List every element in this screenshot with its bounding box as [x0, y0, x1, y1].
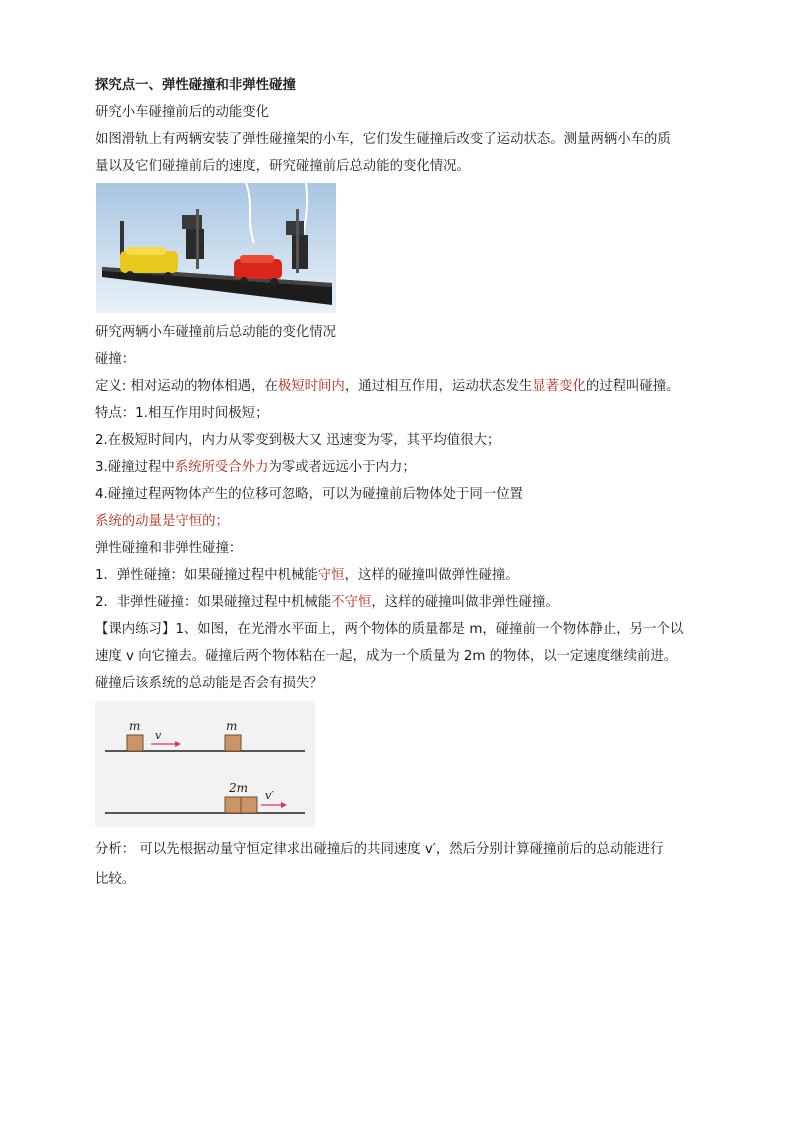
definition-line — [95, 373, 715, 400]
combined-block-a — [225, 797, 241, 813]
elastic-text-a: 1．弹性碰撞：如果碰撞过程中机械能 — [95, 568, 318, 583]
exercise-line-3: 碰撞后该系统的总动能是否会有损失？ — [95, 676, 323, 691]
blocks-diagram — [95, 701, 315, 827]
exercise-line-1: 【课内练习】1、如图，在光滑水平面上，两个物体的质量都是 m，碰撞前一个物体静止，另一个以 — [95, 622, 684, 637]
block-left — [127, 735, 143, 751]
inelastic-highlight: 不守恒 — [331, 595, 372, 610]
block-right — [225, 735, 241, 751]
definition-highlight-significant-change: 显著变化 — [532, 379, 586, 394]
inelastic-text-a: 2．非弹性碰撞：如果碰撞过程中机械能 — [95, 595, 332, 610]
exercise-line-2: 速度 v 向它撞去。碰撞后两个物体粘在一起，成为一个质量为 2m 的物体，以一定速度继续前进。 — [95, 649, 678, 664]
final-velocity-arrowhead — [281, 802, 287, 808]
analysis-line-1: 分析： 可以先根据动量守恒定律求出碰撞后的共同速度 v′，然后分别计算碰撞前后的总动能进行 — [95, 842, 664, 857]
feature-2: 2.在极短时间内，内力从零变到极大又 迅速变为零，其平均值很大； — [95, 433, 501, 448]
feature-3-highlight: 系统所受合外力 — [174, 460, 269, 475]
carts-track-illustration — [96, 183, 336, 313]
inelastic-text-b: ，这样的碰撞叫做非弹性碰撞。 — [371, 595, 559, 610]
section-heading: 探究点一、弹性碰撞和非弹性碰撞 — [95, 78, 296, 93]
document-page — [95, 72, 715, 895]
analysis-line-2: 比较。 — [95, 872, 136, 887]
intro-line-2: 量以及它们碰撞前后的速度，研究碰撞前后总动能的变化情况。 — [95, 159, 470, 174]
definition-highlight-short-time: 极短时间内 — [277, 379, 345, 394]
types-label: 弹性碰撞和非弹性碰撞： — [95, 541, 243, 556]
elastic-collision-line — [95, 562, 715, 589]
mass-label-combined: 2m — [229, 781, 249, 795]
definition-text-1: 定义: 相对运动的物体相遇，在 — [95, 379, 278, 394]
collision-label: 碰撞： — [95, 352, 136, 367]
definition-text-3: 的过程叫碰撞。 — [585, 379, 680, 394]
photo-caption: 研究两辆小车碰撞前后总动能的变化情况 — [95, 325, 337, 340]
feature-3-text-a: 3.碰撞过程中 — [95, 460, 175, 475]
definition-text-2: ，通过相互作用，运动状态发生 — [344, 379, 533, 394]
combined-block-b — [241, 797, 257, 813]
elastic-highlight: 守恒 — [317, 568, 345, 583]
velocity-label: v — [155, 729, 162, 742]
feature-4: 4.碰撞过程两物体产生的位移可忽略，可以为碰撞前后物体处于同一位置 — [95, 487, 523, 502]
collision-diagram — [95, 701, 315, 827]
feature-1: 特点：1.相互作用时间极短； — [95, 406, 269, 421]
inelastic-collision-line — [95, 589, 715, 616]
feature-3-text-b: 为零或者远远小于内力； — [268, 460, 416, 475]
intro-line-1: 如图滑轨上有两辆安装了弹性碰撞架的小车，它们发生碰撞后改变了运动状态。测量两辆小车的质 — [95, 132, 671, 147]
feature-3 — [95, 454, 715, 481]
collision-carts-photo — [96, 183, 336, 313]
mass-label-right: m — [226, 719, 238, 733]
mass-label-left: m — [129, 719, 141, 733]
elastic-text-b: ，这样的碰撞叫做弹性碰撞。 — [344, 568, 519, 583]
velocity-arrowhead — [175, 741, 181, 747]
momentum-conserved-note: 系统的动量是守恒的； — [95, 514, 229, 529]
subheading: 研究小车碰撞前后的动能变化 — [95, 105, 270, 120]
final-velocity-label: v′ — [265, 789, 274, 802]
